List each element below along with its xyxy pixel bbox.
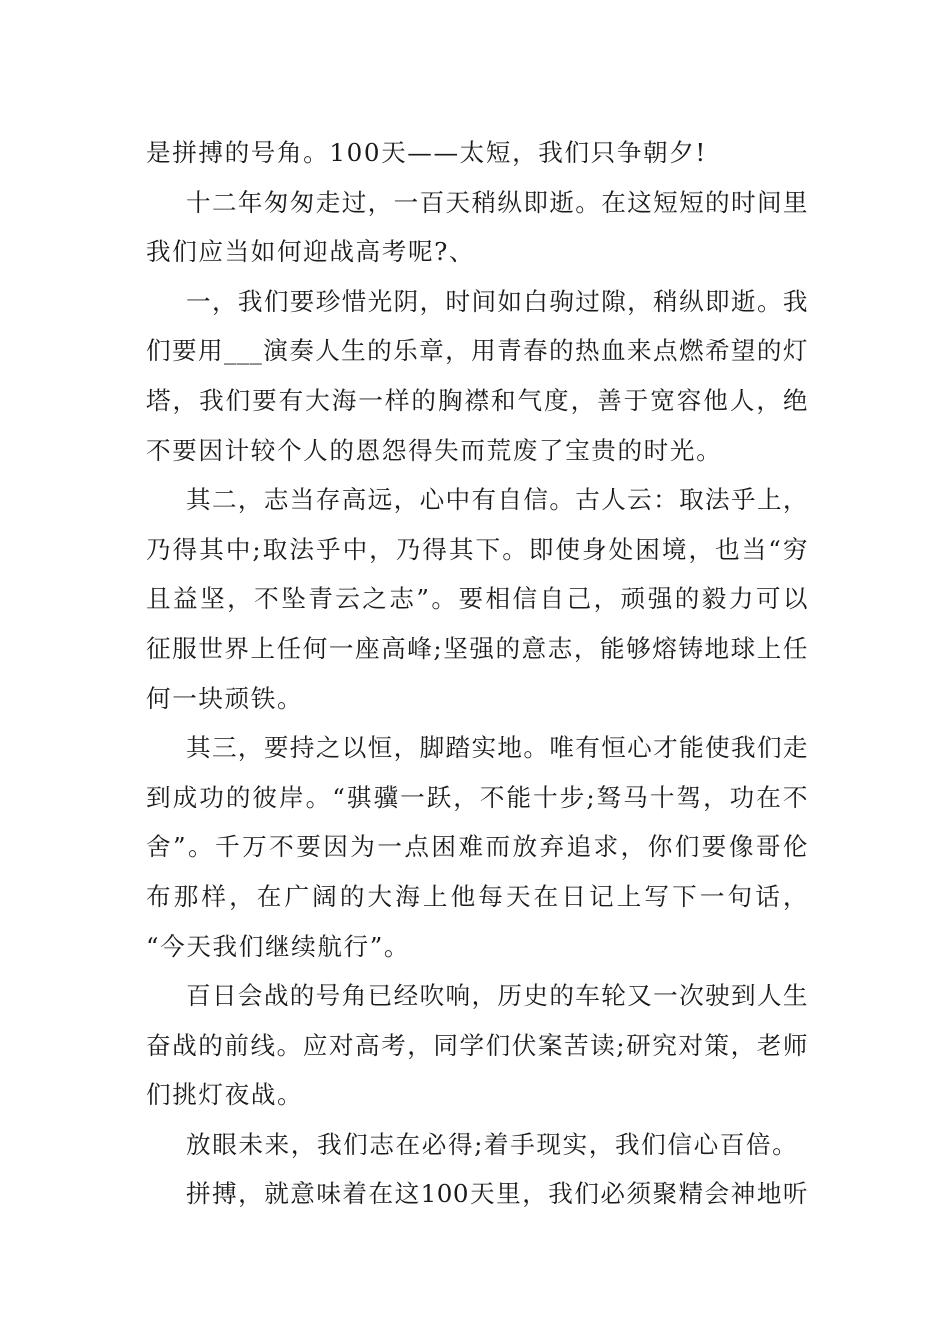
text-line: 舍”。千万不要因为一点困难而放弃追求，你们要像哥伦 <box>146 832 808 862</box>
text-line: 征服世界上任何一座高峰;坚强的意志，能够熔铸地球上任 <box>146 633 808 663</box>
text-line: 是拼搏的号角。100天——太短，我们只争朝夕! <box>146 138 707 167</box>
text-line: 塔，我们要有大海一样的胸襟和气度，善于宽容他人，绝 <box>146 385 808 415</box>
text-line: 到成功的彼岸。“骐骥一跃，不能十步;驽马十驾，功在不 <box>146 782 808 812</box>
text-line: 其二，志当存高远，心中有自信。古人云：取法乎上， <box>186 485 808 515</box>
text-line: 们挑灯夜战。 <box>146 1080 304 1110</box>
text-line: 何一块顽铁。 <box>146 683 304 713</box>
document-page <box>146 128 808 1219</box>
text-line: 拼搏，就意味着在这100天里，我们必须聚精会神地听 <box>186 1179 808 1209</box>
text-line: “今天我们继续航行”。 <box>146 931 411 961</box>
text-line: 我们应当如何迎战高考呢?、 <box>146 237 476 267</box>
text-line: 乃得其中;取法乎中，乃得其下。即使身处困境，也当“穷 <box>146 534 808 564</box>
text-line: 十二年匆匆走过，一百天稍纵即逝。在这短短的时间里 <box>186 187 808 217</box>
text-line: 布那样，在广阔的大海上他每天在日记上写下一句话， <box>146 881 808 911</box>
text-line: 百日会战的号角已经吹响，历史的车轮又一次驶到人生 <box>186 981 808 1011</box>
text-line: 一，我们要珍惜光阴，时间如白驹过隙，稍纵即逝。我 <box>186 286 808 316</box>
text-line: 们要用___演奏人生的乐章，用青春的热血来点燃希望的灯 <box>146 336 808 366</box>
text-line: 奋战的前线。应对高考，同学们伏案苦读;研究对策，老师 <box>146 1030 808 1060</box>
text-line: 且益坚，不坠青云之志”。要相信自己，顽强的毅力可以 <box>146 584 808 614</box>
text-line: 其三，要持之以恒，脚踏实地。唯有恒心才能使我们走 <box>186 733 808 763</box>
text-line: 不要因计较个人的恩怨得失而荒废了宝贵的时光。 <box>146 435 723 465</box>
text-line: 放眼未来，我们志在必得;着手现实，我们信心百倍。 <box>186 1129 799 1159</box>
